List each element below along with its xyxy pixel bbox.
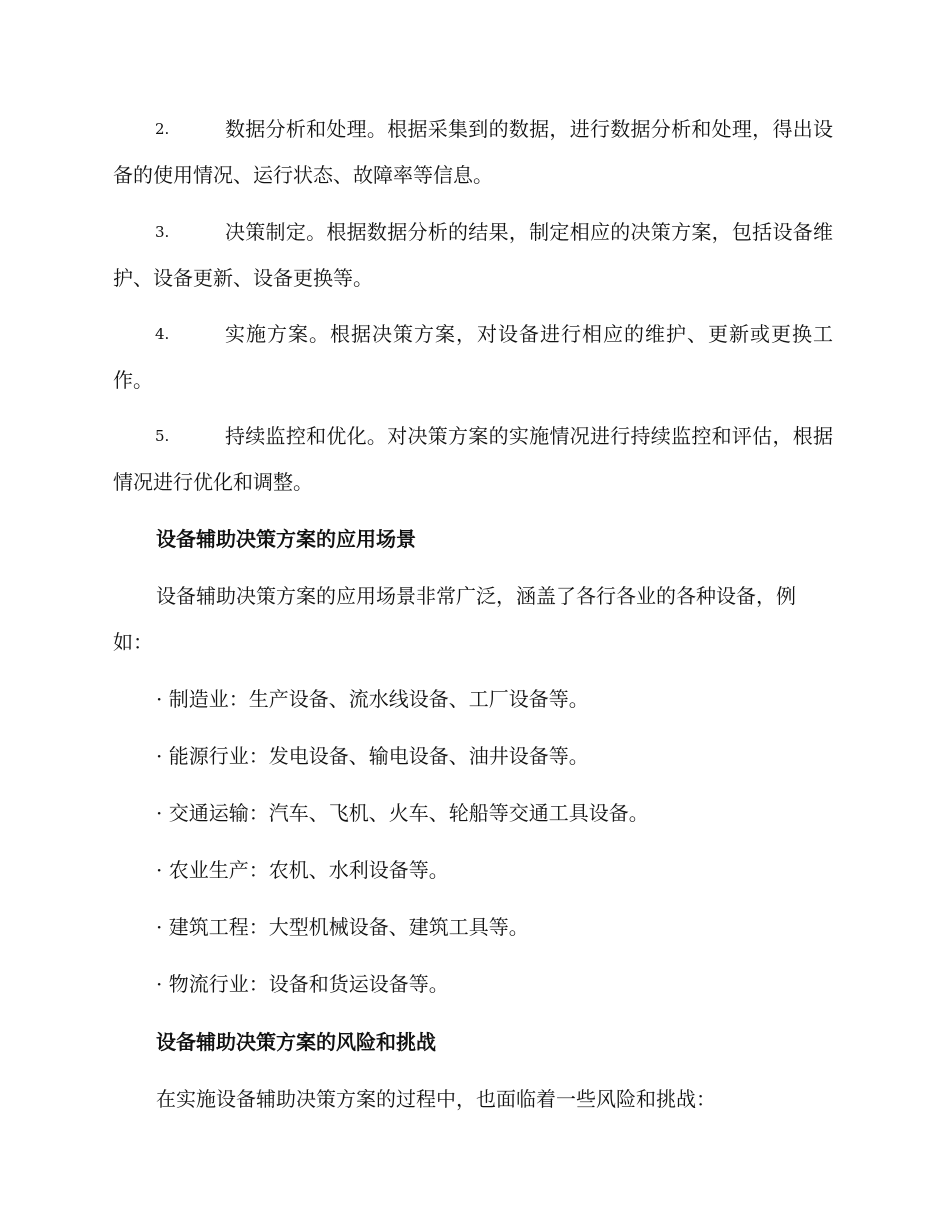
bullet-item: · 交通运输：汽车、飞机、火车、轮船等交通工具设备。: [156, 801, 649, 825]
bullet-item: · 物流行业：设备和货运设备等。: [156, 972, 449, 996]
item-text: 决策制定。根据数据分析的结果，制定相应的决策方案，包括设备维护、设备更新、设备更换等。: [113, 220, 833, 290]
bullet-item: · 制造业：生产设备、流水线设备、工厂设备等。: [156, 687, 589, 711]
numbered-item-5: [113, 413, 833, 505]
bullet-item: · 农业生产：农机、水利设备等。: [156, 858, 449, 882]
bullet-item: · 建筑工程：大型机械设备、建筑工具等。: [156, 915, 529, 939]
bullet-item: · 能源行业：发电设备、输电设备、油井设备等。: [156, 744, 589, 768]
item-number: 2.: [155, 120, 170, 138]
risk-intro: 在实施设备辅助决策方案的过程中，也面临着一些风险和挑战：: [156, 1087, 716, 1111]
numbered-item-4: [113, 311, 833, 403]
section-heading-application: 设备辅助决策方案的应用场景: [156, 527, 416, 551]
item-text: 实施方案。根据决策方案，对设备进行相应的维护、更新或更换工作。: [113, 322, 833, 392]
application-intro: 设备辅助决策方案的应用场景非常广泛，涵盖了各行各业的各种设备，例如：: [113, 584, 796, 654]
numbered-item-2: [113, 106, 833, 198]
item-text: 持续监控和优化。对决策方案的实施情况进行持续监控和评估，根据情况进行优化和调整。: [113, 424, 833, 494]
item-text: 数据分析和处理。根据采集到的数据，进行数据分析和处理，得出设备的使用情况、运行状态、故障率等信息。: [113, 117, 833, 187]
item-number: 5.: [155, 427, 170, 445]
numbered-item-3: [113, 209, 833, 301]
item-number: 3.: [155, 223, 170, 241]
section-heading-risk: 设备辅助决策方案的风险和挑战: [156, 1030, 436, 1054]
item-number: 4.: [155, 325, 170, 343]
